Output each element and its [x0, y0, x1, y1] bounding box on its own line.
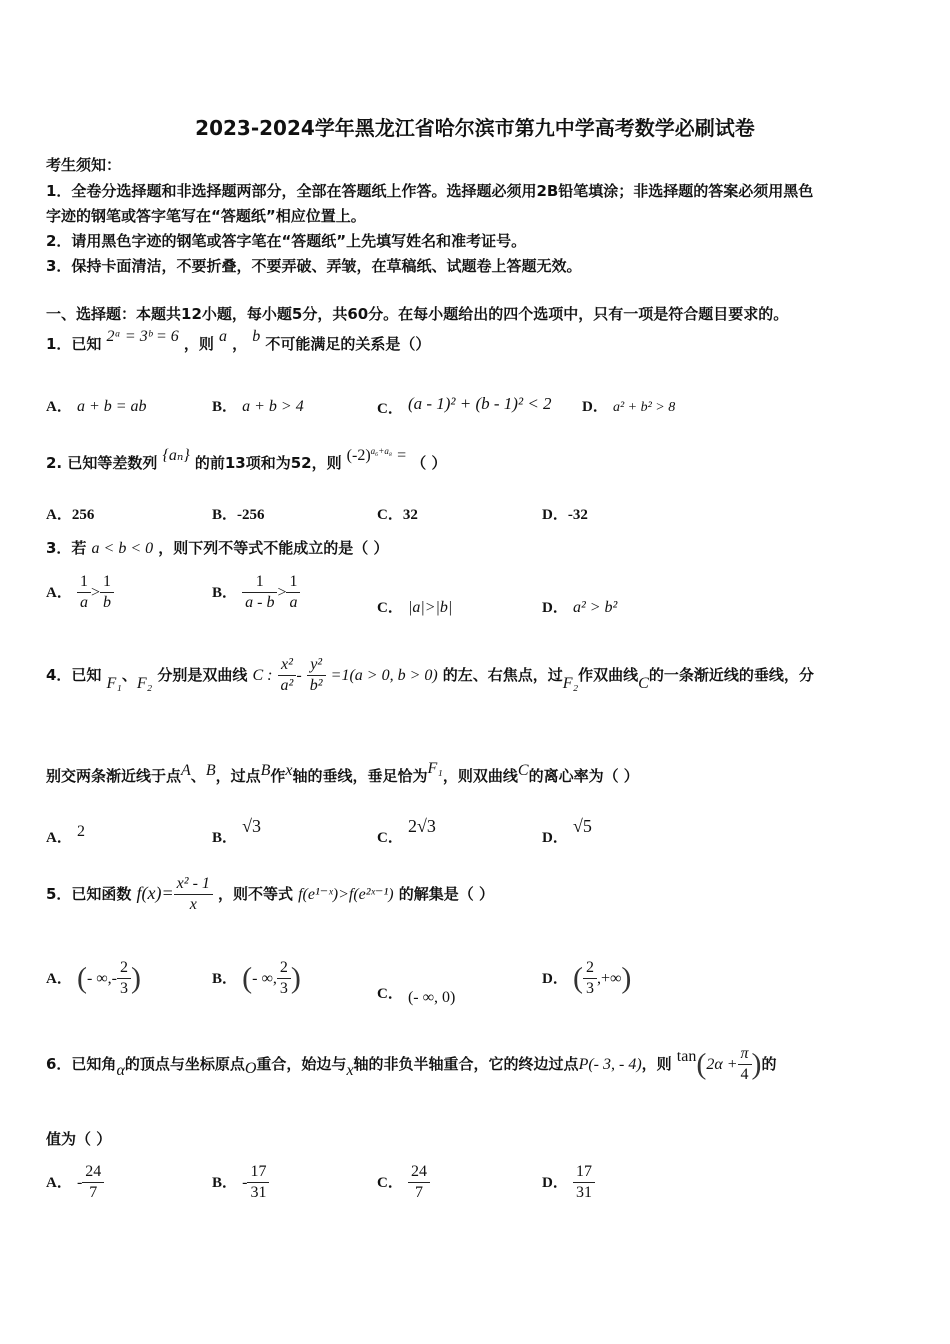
q4-minus: - — [296, 667, 302, 684]
q4-B2: B — [260, 762, 271, 779]
q4-sep: 、 — [121, 666, 137, 684]
q3-option-a: A． $\frac{1}{a}$ > $\frac{1}{b}$ — [46, 572, 114, 613]
question-1 — [46, 328, 431, 354]
q3-cond: a < b < 0 — [91, 540, 154, 557]
option-label: D． — [542, 971, 568, 987]
q5-option-c — [377, 982, 456, 1006]
fraction: $\frac{2}{3}$ — [277, 958, 291, 999]
q4-c: C — [638, 675, 649, 692]
q4-B: B — [205, 762, 216, 779]
q3-pre: 3．若 — [46, 539, 87, 557]
q3-option-b: B． $\frac{1}{a - b}$ > $\frac{1}{a}$ — [212, 572, 300, 613]
q4-line2-mid: ，过点 — [215, 767, 261, 785]
fraction-x2-a2: $\frac{\text{x²}}{\text{a²}}$ — [278, 655, 297, 696]
q4-line2-mid4: ，则双曲线 — [442, 767, 518, 785]
option-label: D． — [542, 600, 568, 616]
fraction: $\frac{17}{31}$ — [573, 1162, 595, 1203]
q6-pre: 6．已知角 — [46, 1055, 117, 1073]
notice-heading: 考生须知： — [46, 156, 122, 174]
q6-tan: tan — [676, 1048, 697, 1065]
q2-pre: 2. 已知等差数列 — [46, 454, 158, 472]
q3-option-d — [542, 596, 617, 617]
question-3 — [46, 537, 388, 558]
q4-option-c — [377, 816, 436, 846]
q5-option-d: D． ( $\frac{2}{3}$ ,+∞) — [542, 959, 632, 997]
q1-option-c — [377, 393, 552, 417]
q4-mid3: 作双曲线 — [578, 666, 639, 684]
option-text: -256 — [237, 507, 265, 523]
option-text: √3 — [242, 816, 261, 836]
q2-option-d — [542, 503, 588, 524]
q5-fx: f(x)= — [136, 883, 174, 903]
q4-line2-mid3: 轴的垂线，垂足恰为 — [292, 767, 428, 785]
option-label: B． — [212, 507, 238, 523]
option-text: √5 — [572, 816, 592, 836]
option-text: 2 — [76, 823, 85, 840]
q6-option-a: A． - $\frac{24}{7}$ — [46, 1162, 104, 1203]
q4-A: A — [181, 762, 191, 779]
q4-pre: 4．已知 — [46, 666, 102, 684]
question-4-line-1 — [46, 655, 814, 696]
option-label: A． — [46, 1175, 72, 1191]
option-text: -32 — [567, 507, 588, 523]
q2-post: （ ） — [411, 454, 447, 472]
q1-post: 不可能满足的关系是（） — [265, 335, 431, 353]
fraction: $\frac{17}{31}$ — [247, 1162, 269, 1203]
option-text: |a|>|b| — [407, 599, 453, 616]
option-text: a + b = ab — [76, 398, 147, 415]
option-text: a² + b² > 8 — [612, 400, 676, 415]
q2-mid: 的前13项和为52，则 — [194, 454, 342, 472]
option-label: B． — [212, 1175, 238, 1191]
fraction: $\frac{1}{a}$ — [286, 572, 300, 613]
q3-option-c — [377, 596, 452, 617]
q5-post: 的解集是（ ） — [398, 885, 494, 903]
option-label: A． — [46, 971, 72, 987]
q6-mid4: ，则 — [641, 1055, 672, 1073]
q6-alpha: α — [116, 1062, 125, 1079]
option-text: a + b > 4 — [242, 398, 304, 415]
q2-expr: (-2) — [346, 447, 371, 464]
q6-option-d — [542, 1162, 595, 1203]
option-label: D． — [582, 399, 608, 415]
q6-x: x — [346, 1062, 354, 1079]
q4-F1: F₁ — [427, 760, 443, 777]
q1-expr: 2ᵃ = 3ᵇ = 6 — [106, 328, 179, 345]
q4-line2-pre: 别交两条渐近线于点 — [46, 767, 182, 785]
option-label: C． — [377, 986, 403, 1002]
q4-cond: =1(a > 0, b > 0) — [330, 667, 438, 684]
option-label: C． — [377, 600, 403, 616]
q6-option-c — [377, 1162, 430, 1203]
q4-f2b: F₂ — [562, 675, 579, 692]
option-label: D． — [542, 507, 568, 523]
question-5 — [46, 874, 494, 915]
q1-b: b — [252, 328, 261, 345]
q5-pre: 5．已知函数 — [46, 885, 132, 903]
q6-mid3: 轴的非负半轴重合，它的终边过点 — [353, 1055, 579, 1073]
option-label: A． — [46, 830, 72, 846]
q1-option-a — [46, 395, 147, 416]
q4-mid2: 的左、右焦点，过 — [442, 666, 563, 684]
q1-a: a — [219, 328, 228, 345]
q2-option-b — [212, 503, 265, 524]
option-label: D． — [542, 830, 568, 846]
q1-mid: ，则 — [183, 335, 214, 353]
option-text: (a - 1)² + (b - 1)² < 2 — [407, 394, 552, 413]
q1-pre: 1．已知 — [46, 335, 102, 353]
q4-post: 的一条渐近线的垂线，分 — [648, 666, 814, 684]
q5-option-a: A． (- ∞,- $\frac{2}{3}$ ) — [46, 959, 141, 997]
q4-curve: C : — [252, 667, 273, 684]
q1-option-d — [582, 395, 675, 416]
q4-option-d — [542, 816, 592, 846]
q2-option-c — [377, 503, 418, 524]
exam-title: 2023-2024学年黑龙江省哈尔滨市第九中学高考数学必刷试卷 — [195, 116, 755, 140]
fraction: $\frac{1}{a - b}$ — [242, 572, 277, 613]
q4-x: x — [285, 762, 293, 779]
q6-post: 的 — [761, 1055, 777, 1073]
q5-mid: ，则不等式 — [218, 885, 294, 903]
option-label: B． — [212, 585, 238, 601]
q4-f2: F₂ — [136, 675, 153, 692]
q3-post: ，则下列不等式不能成立的是（ ） — [158, 539, 389, 557]
option-text: 32 — [402, 507, 418, 523]
question-4-line-2 — [46, 760, 639, 786]
option-text: a² > b² — [572, 599, 618, 616]
question-2 — [46, 445, 447, 473]
q4-mid1: 分别是双曲线 — [157, 666, 248, 684]
q2-option-a — [46, 503, 94, 524]
q2-seq: {aₙ} — [162, 447, 190, 464]
q4-option-b — [212, 816, 261, 846]
q6-P: P(- 3, - 4) — [578, 1056, 642, 1073]
question-6-line-1: 6．已知角α的顶点与坐标原点O重合，始边与x轴的非负半轴重合，它的终边过点P(- 3, - 4)，则 tan(2α + $\frac{\pi}{4}$ )的 — [46, 1045, 777, 1083]
option-text: (- ∞, 0) — [407, 989, 456, 1006]
option-label: C． — [377, 507, 403, 523]
option-label: A． — [46, 507, 72, 523]
fraction: $\frac{2}{3}$ — [583, 958, 597, 999]
q4-sep2: 、 — [190, 767, 206, 785]
option-label: B． — [212, 971, 238, 987]
q6-mid1: 的顶点与坐标原点 — [124, 1055, 245, 1073]
fraction: $\frac{24}{7}$ — [82, 1162, 104, 1203]
q4-f1: F₁ — [106, 675, 122, 692]
q2-eq: = — [397, 447, 407, 464]
q4-C2: C — [517, 762, 529, 779]
option-label: D． — [542, 1175, 568, 1191]
option-text: 256 — [71, 507, 95, 523]
fraction: $\frac{2}{3}$ — [117, 958, 131, 999]
notice-item-3: 3．保持卡面清洁，不要折叠，不要弄破、弄皱，在草稿纸、试题卷上答题无效。 — [46, 257, 582, 275]
q4-line2-post: 的离心率为（ ） — [528, 767, 639, 785]
section-heading: 一、选择题：本题共12小题，每小题5分，共60分。在每小题给出的四个选项中，只有一项是符合题目要求的。 — [46, 305, 789, 323]
option-text: 2√3 — [407, 816, 436, 836]
fraction: $\frac{1}{a}$ — [77, 572, 91, 613]
fraction: $\frac{\text{x² - 1}}{x}$ — [174, 874, 213, 915]
option-label: B． — [212, 399, 238, 415]
option-label: B． — [212, 830, 238, 846]
q6-O: O — [244, 1060, 257, 1077]
fraction-y2-b2: $\frac{\text{y²}}{\text{b²}}$ — [307, 655, 326, 696]
fraction: $\frac{1}{b}$ — [100, 572, 114, 613]
q2-sup: a₆+a₈ — [370, 445, 392, 456]
q1-option-b — [212, 395, 304, 416]
option-label: C． — [377, 830, 403, 846]
q6-mid2: 重合，始边与 — [256, 1055, 347, 1073]
fraction: $\frac{24}{7}$ — [408, 1162, 430, 1203]
q4-line2-mid2: 作 — [270, 767, 286, 785]
notice-item-1: 1．全卷分选择题和非选择题两部分，全部在答题纸上作答。选择题必须用2B铅笔填涂；非选择题的答案必须用黑色 — [46, 182, 814, 200]
option-label: C． — [377, 401, 403, 417]
question-6-line-2: 值为（ ） — [46, 1130, 112, 1148]
option-label: A． — [46, 399, 72, 415]
q5-option-b: B． (- ∞, $\frac{2}{3}$ ) — [212, 959, 301, 997]
q6-arg: 2α + — [706, 1056, 738, 1073]
q1-comma: ， — [232, 335, 248, 353]
q6-option-b: B． - $\frac{17}{31}$ — [212, 1162, 269, 1203]
option-label: A． — [46, 585, 72, 601]
notice-item-2: 2．请用黑色字迹的钢笔或答字笔在“答题纸”上先填写姓名和准考证号。 — [46, 232, 527, 250]
q4-option-a — [46, 820, 85, 846]
fraction-pi-4: $\frac{\pi}{4}$ — [738, 1044, 752, 1085]
q5-ineq: f(e¹⁻ˣ)>f(e²ˣ⁻¹) — [298, 886, 394, 903]
option-label: C． — [377, 1175, 403, 1191]
notice-item-1b: 字迹的钢笔或答字笔写在“答题纸”相应位置上。 — [46, 207, 366, 225]
